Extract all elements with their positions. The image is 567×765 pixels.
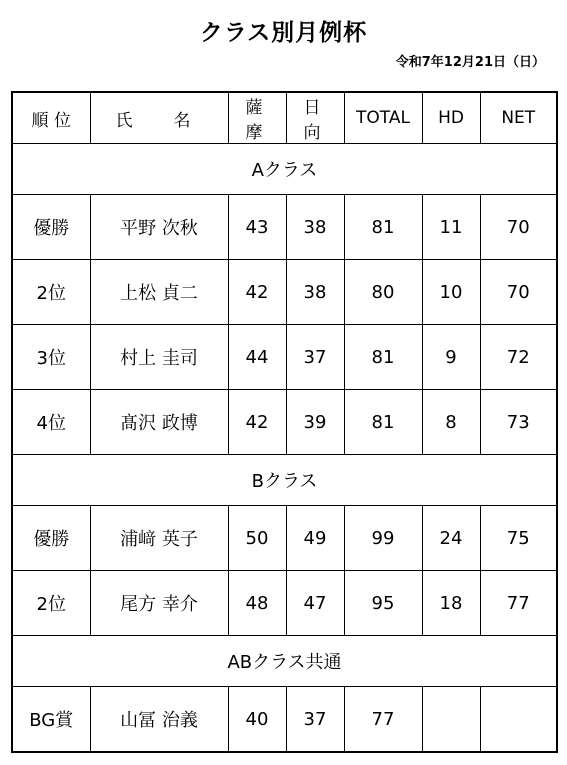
net-cell [480,687,557,753]
satsuma-score-cell: 42 [228,260,286,325]
hd-cell: 24 [422,506,480,571]
hyuga-score-cell: 38 [286,260,344,325]
total-cell: 77 [344,687,422,753]
hd-cell: 8 [422,390,480,455]
header-rank: 順 位 [12,92,90,144]
satsuma-score-cell: 42 [228,390,286,455]
header-satsuma: 薩 摩 [228,92,286,144]
rank-cell: 2位 [12,571,90,636]
table-row [12,195,557,260]
rank-cell: 3位 [12,325,90,390]
table-row [12,571,557,636]
hyuga-score-cell: 37 [286,687,344,753]
satsuma-score-cell: 40 [228,687,286,753]
player-name-cell: 髙沢 政博 [90,390,228,455]
header-total: TOTAL [344,92,422,144]
total-cell: 95 [344,571,422,636]
hd-cell [422,687,480,753]
rank-cell: 優勝 [12,506,90,571]
hyuga-score-cell: 38 [286,195,344,260]
player-name-cell: 平野 次秋 [90,195,228,260]
hd-cell: 18 [422,571,480,636]
table-row [12,687,557,753]
rank-cell: 優勝 [12,195,90,260]
hd-cell: 11 [422,195,480,260]
satsuma-score-cell: 43 [228,195,286,260]
section-title: Bクラス [12,455,557,506]
player-name-cell: 尾方 幸介 [90,571,228,636]
page-title: クラス別月例杯 [199,20,368,46]
rank-cell: BG賞 [12,687,90,753]
hyuga-score-cell: 47 [286,571,344,636]
hyuga-score-cell: 39 [286,390,344,455]
satsuma-score-cell: 50 [228,506,286,571]
total-cell: 81 [344,195,422,260]
results-table [11,91,558,753]
net-cell: 72 [480,325,557,390]
header-net: NET [480,92,557,144]
rank-cell: 4位 [12,390,90,455]
net-cell: 77 [480,571,557,636]
header-hyuga: 日 向 [286,92,344,144]
satsuma-score-cell: 48 [228,571,286,636]
total-cell: 81 [344,325,422,390]
player-name-cell: 村上 圭司 [90,325,228,390]
section-title: Aクラス [12,144,557,195]
section-header [12,455,557,506]
event-date: 令和7年12月21日（日） [395,55,545,70]
total-cell: 80 [344,260,422,325]
table-row [12,260,557,325]
hd-cell: 9 [422,325,480,390]
header-hd: HD [422,92,480,144]
section-title: ABクラス共通 [12,636,557,687]
net-cell: 70 [480,195,557,260]
header-name: 氏 名 [90,92,228,144]
hd-cell: 10 [422,260,480,325]
total-cell: 99 [344,506,422,571]
hyuga-score-cell: 37 [286,325,344,390]
table-row [12,325,557,390]
player-name-cell: 浦﨑 英子 [90,506,228,571]
net-cell: 73 [480,390,557,455]
table-row [12,390,557,455]
player-name-cell: 山冨 治義 [90,687,228,753]
table-row [12,506,557,571]
satsuma-score-cell: 44 [228,325,286,390]
net-cell: 70 [480,260,557,325]
total-cell: 81 [344,390,422,455]
hyuga-score-cell: 49 [286,506,344,571]
player-name-cell: 上松 貞二 [90,260,228,325]
header-row [12,92,557,144]
net-cell: 75 [480,506,557,571]
section-header [12,144,557,195]
rank-cell: 2位 [12,260,90,325]
section-header [12,636,557,687]
